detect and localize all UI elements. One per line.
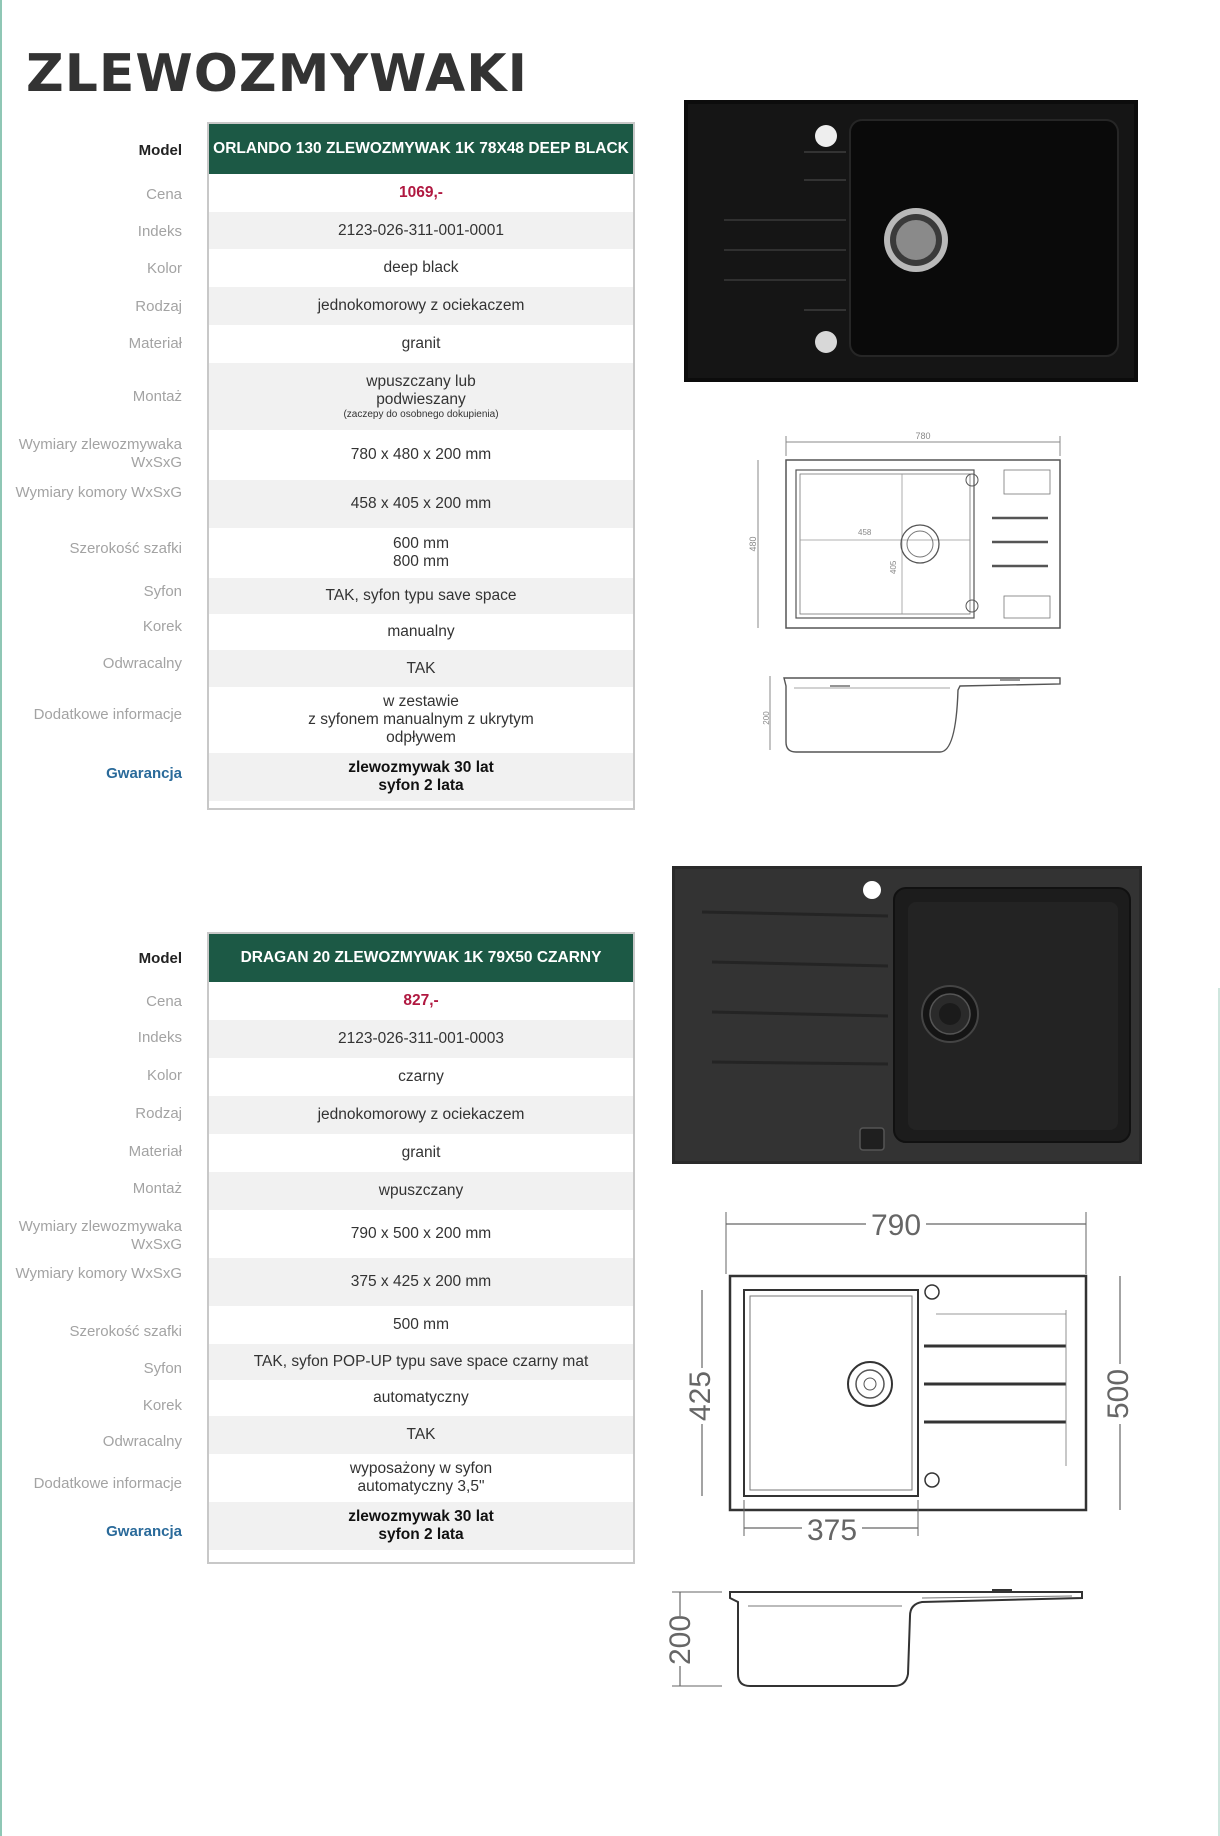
drawing-height-label: 200 (664, 1614, 697, 1666)
label-extra: Dodatkowe informacje (33, 1475, 182, 1492)
product-spec-orlando (0, 122, 635, 810)
spec-labels (0, 932, 192, 1564)
label-material: Materiał (128, 335, 182, 352)
label-material: Materiał (128, 1143, 182, 1160)
mount-value: wpuszczany (209, 1172, 633, 1210)
warranty-line: zlewozmywak 30 lat (348, 759, 494, 776)
label-mount: Montaż (132, 1180, 182, 1197)
label-type: Rodzaj (135, 1105, 182, 1122)
price-value: 827,- (403, 992, 439, 1009)
label-reversible: Odwracalny (102, 655, 182, 672)
cabinet-line: 600 mm (393, 535, 449, 552)
label-warranty: Gwarancja (106, 765, 182, 782)
drawing-bowl-width-label: 458 (858, 528, 872, 537)
label-plug: Korek (142, 618, 182, 635)
drawing-bowl-width-label: 375 (806, 1514, 858, 1547)
type-value: jednokomorowy z ociekaczem (209, 1096, 633, 1134)
extra-line: w zestawie (383, 693, 459, 710)
model-header: DRAGAN 20 ZLEWOZMYWAK 1K 79X50 CZARNY (209, 934, 633, 982)
page-title: ZLEWOZMYWAKI (26, 44, 528, 104)
sink-technical-drawing-orlando (750, 430, 1070, 634)
drawing-bowl-depth-label: 425 (684, 1370, 717, 1422)
extra-value (209, 1454, 633, 1502)
mount-line: podwieszany (376, 390, 466, 408)
extra-line: automatyczny 3,5" (357, 1478, 485, 1495)
spec-labels (0, 122, 192, 810)
label-type: Rodzaj (135, 298, 182, 315)
label-sink-dims: Wymiary zlewozmywaka WxSxG (18, 436, 182, 471)
plug-value: automatyczny (373, 1389, 469, 1406)
mount-line: wpuszczany lub (366, 372, 476, 390)
label-siphon: Syfon (143, 1360, 182, 1377)
sink-profile-drawing-orlando (760, 672, 1070, 756)
extra-line: z syfonem manualnym z ukrytym (308, 711, 534, 728)
label-bowl-dims: Wymiary komory WxSxG (15, 484, 182, 501)
sink-technical-drawing-dragan (684, 1204, 1138, 1547)
label-extra: Dodatkowe informacje (33, 706, 182, 723)
drawing-depth-label: 500 (1102, 1368, 1135, 1420)
index-value: 2123-026-311-001-0003 (209, 1020, 633, 1058)
label-plug: Korek (142, 1397, 182, 1414)
bowl-dims-value: 375 x 425 x 200 mm (209, 1258, 633, 1306)
extra-value (209, 687, 633, 753)
label-index: Indeks (137, 223, 182, 240)
mount-note: (zaczepy do osobnego dokupienia) (343, 408, 499, 420)
plug-value: manualny (387, 623, 455, 640)
sink-dims-value: 790 x 500 x 200 mm (350, 1225, 492, 1242)
siphon-value: TAK, syfon typu save space (209, 578, 633, 614)
model-header: ORLANDO 130 ZLEWOZMYWAK 1K 78X48 DEEP BLACK (209, 124, 633, 174)
label-bowl-dims: Wymiary komory WxSxG (15, 1265, 182, 1282)
sink-photo-dragan (672, 866, 1142, 1164)
cabinet-value (209, 528, 633, 578)
drawing-height-label: 200 (762, 711, 771, 725)
warranty-line: zlewozmywak 30 lat (348, 1508, 494, 1525)
label-reversible: Odwracalny (102, 1433, 182, 1450)
sink-dims-value: 780 x 480 x 200 mm (350, 446, 492, 463)
label-cabinet: Szerokość szafki (69, 540, 182, 557)
warranty-line: syfon 2 lata (378, 777, 464, 794)
label-index: Indeks (137, 1029, 182, 1046)
label-color: Kolor (146, 260, 182, 277)
material-value: granit (401, 1144, 441, 1161)
reversible-value: TAK (209, 650, 633, 687)
drawing-width-label: 780 (915, 431, 931, 441)
drawing-width-label: 790 (870, 1209, 922, 1242)
warranty-value (209, 1502, 633, 1550)
drawing-bowl-depth-label: 405 (889, 560, 898, 574)
extra-line: odpływem (386, 729, 456, 746)
sink-photo-orlando (684, 100, 1138, 382)
sink-profile-drawing-dragan (662, 1582, 1086, 1694)
type-value: jednokomorowy z ociekaczem (209, 287, 633, 325)
product-spec-dragan (0, 932, 635, 1564)
warranty-value (209, 753, 633, 801)
spec-table (207, 122, 635, 810)
warranty-line: syfon 2 lata (378, 1526, 464, 1543)
label-price: Cena (146, 186, 182, 203)
bowl-dims-value: 458 x 405 x 200 mm (209, 480, 633, 528)
label-mount: Montaż (132, 388, 182, 405)
label-model: Model (138, 142, 182, 159)
cabinet-line: 800 mm (393, 553, 449, 570)
extra-line: wyposażony w syfon (349, 1460, 493, 1477)
material-value: granit (401, 335, 441, 352)
mount-value (209, 363, 633, 430)
label-color: Kolor (146, 1067, 182, 1084)
label-model: Model (138, 950, 182, 967)
color-value: deep black (383, 259, 459, 276)
index-value: 2123-026-311-001-0001 (209, 212, 633, 249)
label-warranty: Gwarancja (106, 1523, 182, 1540)
label-price: Cena (146, 993, 182, 1010)
reversible-value: TAK (209, 1416, 633, 1454)
label-siphon: Syfon (143, 583, 182, 600)
label-sink-dims: Wymiary zlewozmywaka WxSxG (18, 1218, 182, 1253)
label-cabinet: Szerokość szafki (69, 1323, 182, 1340)
drawing-depth-label: 480 (748, 536, 758, 552)
color-value: czarny (398, 1068, 444, 1085)
siphon-value: TAK, syfon POP-UP typu save space czarny mat (209, 1344, 633, 1380)
spec-table (207, 932, 635, 1564)
price-value: 1069,- (399, 184, 443, 201)
cabinet-value: 500 mm (393, 1316, 449, 1333)
